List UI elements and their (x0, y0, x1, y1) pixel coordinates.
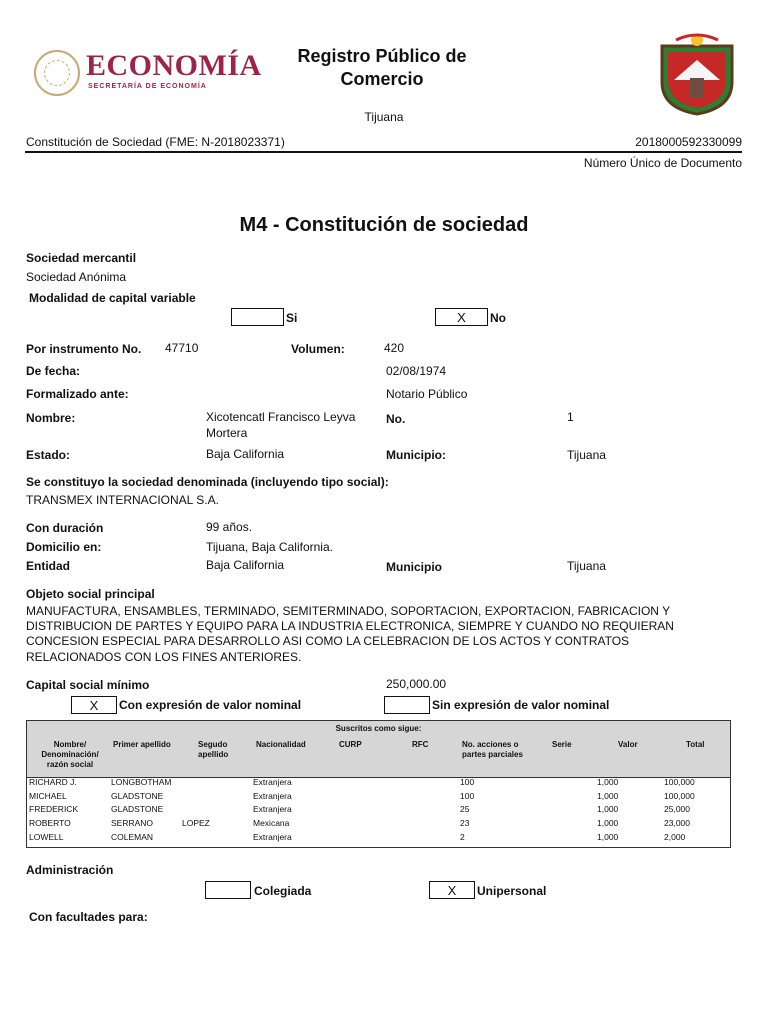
instrumento-value: 47710 (165, 341, 199, 355)
si-checkbox[interactable] (231, 308, 284, 326)
duracion-value: 99 años. (206, 520, 253, 534)
volumen-value: 420 (384, 341, 405, 355)
con-valor-nominal-label: Con expresión de valor nominal (119, 698, 302, 712)
header-primer-apellido: Primer apellido (113, 740, 171, 749)
colegiada-label: Colegiada (254, 884, 312, 898)
header-divider (25, 151, 742, 153)
modalidad-label: Modalidad de capital variable (29, 291, 196, 305)
sociedad-label: Sociedad mercantil (26, 251, 137, 265)
estado-value: Baja California (206, 447, 285, 461)
duracion-label: Con duración (26, 521, 104, 535)
volumen-label: Volumen: (291, 342, 345, 356)
nombre-label: Nombre: (26, 411, 76, 425)
suscriptores-table: Suscritos como sigue: Nombre/ Denominación/ razón social Primer apellido Segudo apellido Nacionalidad CURP RFC No. acciones o partes parciales Serie Valor Total RICHARD J. LONGBOTHAM Extranjera 100 1,000 100,000 MICHAEL GLADSTONE Extranjera 100 1,000 100,000 FREDERICK GLADSTONE Extranjera 25 1,000 25,000 ROBERTO SERRANO LOPEZ Mexicana 23 1,000 23,000 LOWELL COLEMAN Extranjera 2 1,000 2,000 (26, 720, 731, 848)
logo-name: ECONOMÍA (86, 49, 262, 82)
document-number: 2018000592330099 (635, 135, 742, 149)
si-label: Si (286, 311, 298, 325)
notario-nombre: Xicotencatl Francisco Leyva Mortera (206, 410, 356, 440)
objeto-text: MANUFACTURA, ENSAMBLES, TERMINADO, SEMITERMINADO, SOPORTACION, EXPORTACION, FABRICACION Y DISTRIBUCION DE PARTES Y EQUIPO PARA LA INDUSTRIA ELECTRONICA, SIEMPRE Y CUANDO NO REQUIERAN CONCESION ESPECIAL PARA DESARROLLO ASI COMO LA CELEBRACION DE LOS ACTOS Y CONTRATOS RELACIONADOS CON LOS FINES ANTERIORES. (26, 604, 674, 664)
administracion-label: Administración (26, 863, 114, 877)
denominacion-value: TRANSMEX INTERNACIONAL S.A. (26, 493, 219, 507)
city: Tijuana (364, 110, 404, 124)
municipio-value: Tijuana (567, 448, 606, 462)
domicilio-value: Tijuana, Baja California. (206, 540, 333, 554)
notaria-no-value: 1 (567, 410, 574, 424)
header-serie: Serie (552, 740, 572, 749)
capital-label: Capital social mínimo (26, 678, 150, 692)
unipersonal-label: Unipersonal (477, 884, 547, 898)
entidad-municipio-value: Tijuana (567, 559, 606, 573)
document-title: M4 - Constitución de sociedad (239, 214, 529, 236)
header-segundo-apellido: Segudo apellido (198, 740, 229, 759)
con-valor-nominal-checkbox[interactable]: X (71, 696, 117, 714)
estado-label: Estado: (26, 448, 71, 462)
registry-title: Registro Público de Comercio (297, 46, 467, 89)
colegiada-checkbox[interactable] (205, 881, 251, 899)
sociedad-value: Sociedad Anónima (26, 270, 127, 284)
facultades-label: Con facultades para: (29, 910, 148, 924)
entidad-value: Baja California (206, 558, 285, 572)
state-coat-of-arms-icon (654, 32, 740, 116)
capital-value: 250,000.00 (386, 677, 447, 691)
header-valor: Valor (618, 740, 638, 749)
denominacion-label: Se constituyo la sociedad denominada (incluyendo tipo social): (26, 475, 389, 489)
header-nacionalidad: Nacionalidad (256, 740, 306, 749)
notaria-no-label: No. (386, 412, 406, 426)
sin-valor-nominal-label: Sin expresión de valor nominal (432, 698, 610, 712)
objeto-label: Objeto social principal (26, 587, 155, 601)
no-label: No (490, 311, 506, 325)
eagle-seal-icon (34, 50, 80, 96)
entidad-label: Entidad (26, 559, 70, 573)
header-rfc: RFC (412, 740, 429, 749)
tramite-label: Constitución de Sociedad (FME: N-2018023371) (26, 135, 285, 149)
sin-valor-nominal-checkbox[interactable] (384, 696, 430, 714)
unipersonal-checkbox[interactable]: X (429, 881, 475, 899)
document-number-label: Número Único de Documento (583, 156, 742, 170)
fecha-label: De fecha: (26, 364, 81, 378)
header-acciones: No. acciones o partes parciales (462, 740, 523, 759)
table-title: Suscritos como sigue: (27, 721, 730, 738)
header-total: Total (686, 740, 705, 749)
municipio-label: Municipio: (386, 448, 446, 462)
header-nombre: Nombre/ Denominación/ razón social (41, 740, 99, 769)
header-curp: CURP (339, 740, 362, 749)
domicilio-label: Domicilio en: (26, 540, 102, 554)
formalizado-value: Notario Público (386, 387, 468, 401)
entidad-municipio-label: Municipio (386, 560, 442, 574)
table-header (27, 737, 730, 778)
no-checkbox[interactable]: X (435, 308, 488, 326)
formalizado-label: Formalizado ante: (26, 387, 129, 401)
logo-subtitle: SECRETARÍA DE ECONOMÍA (88, 83, 207, 90)
instrumento-label: Por instrumento No. (26, 342, 142, 356)
fecha-value: 02/08/1974 (386, 364, 447, 378)
